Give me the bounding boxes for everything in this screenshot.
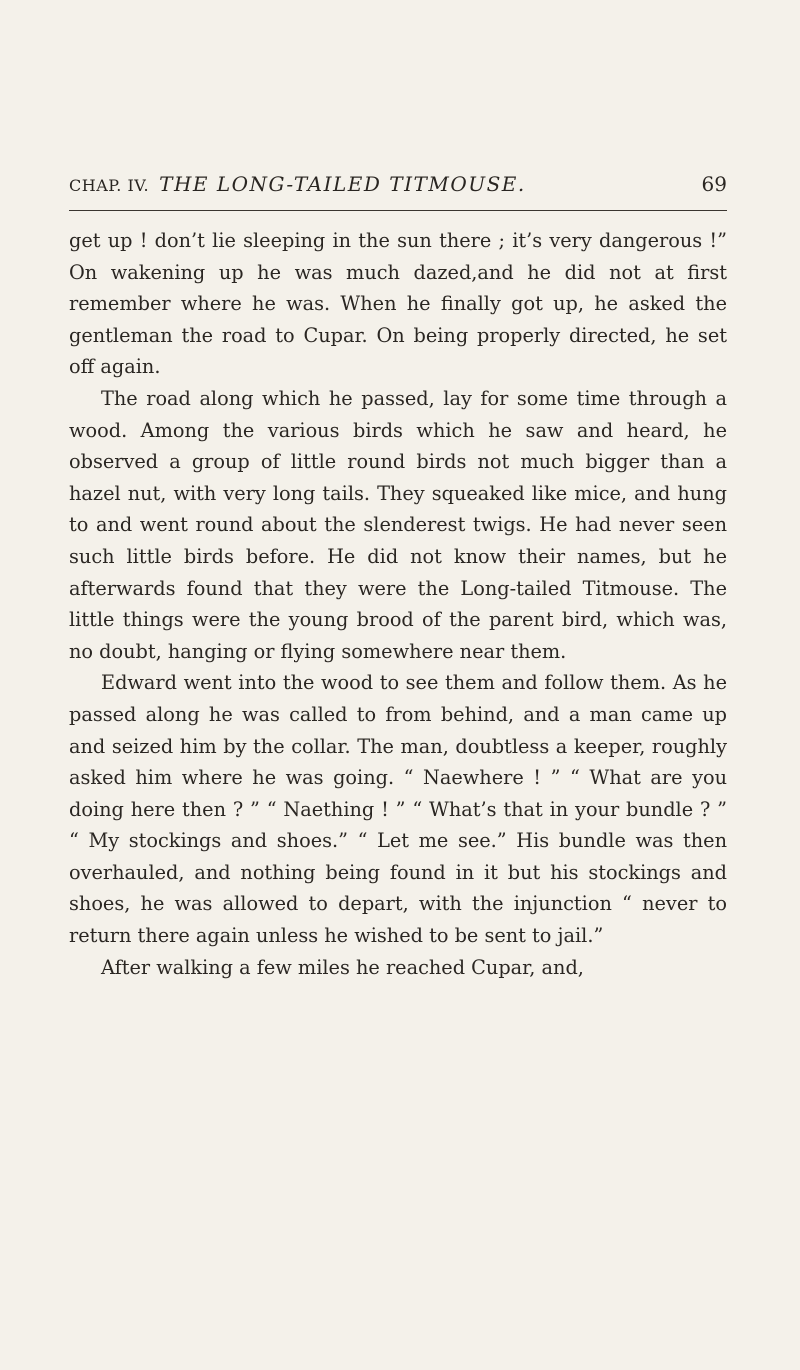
running-title: THE LONG-TAILED TITMOUSE. xyxy=(159,172,526,196)
header-rule xyxy=(69,210,727,211)
paragraph-4: After walking a few miles he reached Cupar, and, xyxy=(101,955,584,979)
paragraph-1: get up ! don’t lie sleeping in the sun there ; it’s very dangerous !” On wakening up he was much dazed,and he did not at first remember where he was. When he finally got up, he asked the gentleman the road to Cupar. On being properly directed, he set off again. xyxy=(69,229,727,379)
paragraph-3: Edward went into the wood to see them and follow them. As he passed along he was called to from behind, and a man came up and seized him by the collar. The man, doubtless a keeper, roughly asked him where he was going. “ Naewhere ! ” “ What are you doing here then ? ” “ Naething ! ” “ What’s that in your bundle ? ” “ My stockings and shoes.” “ Let me see.” His bundle was then overhauled, and nothing being found in it but his stockings and shoes, he was allowed to depart, with the injunction “ never to return there again unless he wished to be sent to jail.” xyxy=(69,671,727,948)
running-head xyxy=(69,172,727,202)
body-text xyxy=(69,225,727,983)
paragraph-2: The road along which he passed, lay for some time through a wood. Among the various birds which he saw and heard, he observed a group of little round birds not much bigger than a hazel nut, with very long tails. They squeaked like mice, and hung to and went round about the slenderest twigs. He had never seen such little birds before. He did not know their names, but he afterwards found that they were the Long-tailed Titmouse. The little things were the young brood of the parent bird, which was, no doubt, hanging or flying somewhere near them. xyxy=(69,386,727,663)
chapter-label: CHAP. IV. xyxy=(69,176,150,195)
page-number: 69 xyxy=(701,172,727,196)
